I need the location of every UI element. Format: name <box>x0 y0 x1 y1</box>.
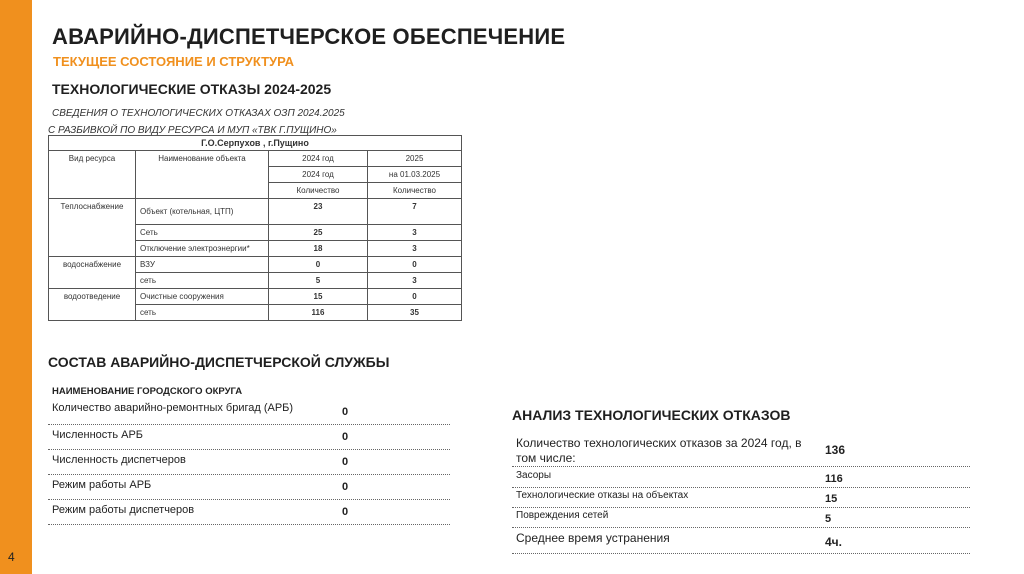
analysis-list <box>512 434 970 554</box>
list-item <box>512 434 970 467</box>
analysis-label: Количество технологических отказов за 2024 год, в том числе: <box>516 436 802 465</box>
object-cell: Сеть <box>136 225 269 241</box>
list-item <box>512 508 970 528</box>
value-2025-cell: 0 <box>368 289 462 305</box>
ads-label: Режим работы АРБ <box>52 479 152 491</box>
analysis-value: 136 <box>825 443 846 457</box>
ads-section-title: СОСТАВ АВАРИЙНО-ДИСПЕТЧЕРСКОЙ СЛУЖБЫ <box>48 354 390 370</box>
ads-label: Численность диспетчеров <box>52 454 186 466</box>
value-2024-cell: 15 <box>269 289 368 305</box>
table-row <box>49 151 462 167</box>
table-header-row <box>49 136 462 151</box>
failures-note-1: СВЕДЕНИЯ О ТЕХНОЛОГИЧЕСКИХ ОТКАЗАХ ОЗП 2024.2025 <box>52 108 345 119</box>
orange-sidebar-bar <box>0 0 32 574</box>
subheader-2024: 2024 год <box>269 167 368 183</box>
page-number: 4 <box>8 550 15 564</box>
ads-value: 0 <box>342 406 349 418</box>
list-item <box>48 500 450 525</box>
list-item <box>512 467 970 488</box>
value-2024-cell: 18 <box>269 241 368 257</box>
value-2025-cell: 35 <box>368 305 462 321</box>
list-item <box>512 488 970 508</box>
list-item <box>48 425 450 450</box>
ads-value: 0 <box>342 456 349 468</box>
object-cell: Объект (котельная, ЦТП) <box>136 199 269 225</box>
value-2024-cell: 5 <box>269 273 368 289</box>
table-row <box>49 199 462 225</box>
resource-cell: водоотведение <box>49 289 136 321</box>
ads-label: Численность АРБ <box>52 429 143 441</box>
ads-list <box>48 399 450 525</box>
ads-label: Режим работы диспетчеров <box>52 504 195 516</box>
analysis-label: Среднее время устранения <box>516 531 670 545</box>
list-item <box>48 450 450 475</box>
page-subtitle: ТЕКУЩЕЕ СОСТОЯНИЕ И СТРУКТУРА <box>53 54 295 69</box>
analysis-value: 5 <box>825 513 832 525</box>
failures-table <box>48 135 462 321</box>
value-2024-cell: 0 <box>269 257 368 273</box>
subheader-2025: на 01.03.2025 <box>368 167 462 183</box>
analysis-label: Повреждения сетей <box>516 510 609 521</box>
resource-cell: водоснабжение <box>49 257 136 289</box>
object-cell: ВЗУ <box>136 257 269 273</box>
analysis-value: 116 <box>825 473 843 485</box>
object-cell: сеть <box>136 273 269 289</box>
object-cell: Очистные сооружения <box>136 289 269 305</box>
resource-cell: Теплоснабжение <box>49 199 136 257</box>
value-2025-cell: 0 <box>368 257 462 273</box>
value-2025-cell: 3 <box>368 241 462 257</box>
ads-value: 0 <box>342 481 349 493</box>
analysis-label: Засоры <box>516 470 552 481</box>
failures-section-title: ТЕХНОЛОГИЧЕСКИЕ ОТКАЗЫ 2024-2025 <box>52 81 332 97</box>
ads-header: НАИМЕНОВАНИЕ ГОРОДСКОГО ОКРУГА <box>52 386 243 397</box>
qty-header-2025: Количество <box>368 183 462 199</box>
value-2024-cell: 25 <box>269 225 368 241</box>
list-item <box>512 528 970 554</box>
value-2025-cell: 3 <box>368 273 462 289</box>
analysis-value: 4ч. <box>825 535 842 549</box>
value-2025-cell: 3 <box>368 225 462 241</box>
qty-header-2024: Количество <box>269 183 368 199</box>
col-header-2024: 2024 год <box>269 151 368 167</box>
col-header-object: Наименование объекта <box>136 151 269 199</box>
table-row <box>49 257 462 273</box>
object-cell: Отключение электроэнергии* <box>136 241 269 257</box>
ads-value: 0 <box>342 431 349 443</box>
analysis-section-title: АНАЛИЗ ТЕХНОЛОГИЧЕСКИХ ОТКАЗОВ <box>512 407 791 423</box>
object-cell: сеть <box>136 305 269 321</box>
ads-label: Количество аварийно-ремонтных бригад (АРБ) <box>52 402 294 414</box>
table-row <box>49 289 462 305</box>
failures-note-2: С РАЗБИВКОЙ ПО ВИДУ РЕСУРСА И МУП «ТВК Г.ПУЩИНО» <box>48 125 337 136</box>
analysis-label: Технологические отказы на объектах <box>516 490 689 501</box>
list-item <box>48 399 450 425</box>
list-item <box>48 475 450 500</box>
value-2024-cell: 116 <box>269 305 368 321</box>
value-2025-cell: 7 <box>368 199 462 225</box>
col-header-resource: Вид ресурса <box>49 151 136 199</box>
col-header-2025: 2025 <box>368 151 462 167</box>
table-header: Г.О.Серпухов , г.Пущино <box>49 136 462 151</box>
page-title: АВАРИЙНО-ДИСПЕТЧЕРСКОЕ ОБЕСПЕЧЕНИЕ <box>52 24 566 49</box>
analysis-value: 15 <box>825 493 838 505</box>
ads-value: 0 <box>342 506 349 518</box>
value-2024-cell: 23 <box>269 199 368 225</box>
